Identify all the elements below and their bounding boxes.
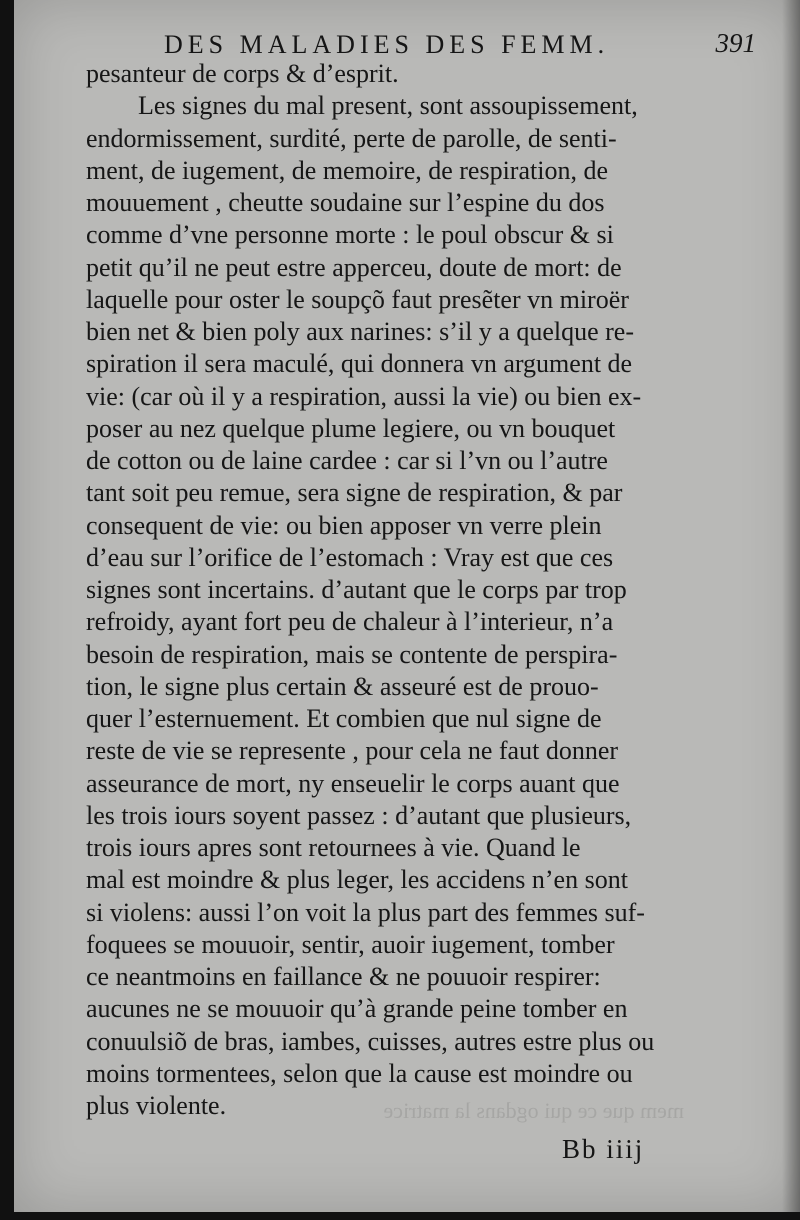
text-line: bien net & bien poly aux narines: s’il y a quelque re- <box>86 317 635 346</box>
gutter-shadow <box>782 0 800 1212</box>
body-text <box>86 58 766 1122</box>
text-line: ment, de iugement, de memoire, de respiration, de <box>86 155 608 185</box>
text-line: laquelle pour oster le soupçõ faut presẽter vn miroër <box>86 284 629 314</box>
text-line: pesanteur de corps & d’esprit. <box>86 59 399 88</box>
text-line: conuulsiõ de bras, iambes, cuisses, autres estre plus ou <box>86 1026 655 1056</box>
text-line: de cotton ou de laine cardee : car si l’vn ou l’autre <box>86 446 608 475</box>
running-head: DES MALADIES DES FEMM. <box>164 30 610 59</box>
text-line: Les signes du mal present, sont assoupissement, <box>138 91 638 121</box>
text-line: moins tormentees, selon que la cause est moindre ou <box>86 1058 633 1088</box>
book-page <box>14 0 800 1212</box>
text-line: comme d’vne personne morte : le poul obscur & si <box>86 220 614 250</box>
text-line: tion, le signe plus certain & asseuré est de prouo- <box>86 671 599 701</box>
text-line: petit qu’il ne peut estre apperceu, doute de mort: de <box>86 252 622 282</box>
text-line: poser au nez quelque plume legiere, ou vn bouquet <box>86 413 616 443</box>
show-through-text: mem que ce qui ogdans la matrice <box>383 1098 684 1123</box>
text-line: mal est moindre & plus leger, les accidens n’en sont <box>86 865 628 895</box>
text-line: plus violente. <box>86 1091 227 1120</box>
text-line: asseurance de mort, ny enseuelir le corps auant que <box>86 768 620 798</box>
text-line: ce neantmoins en faillance & ne pouuoir respirer: <box>86 962 601 991</box>
text-line: vie: (car où il y a respiration, aussi la vie) ou bien ex- <box>86 381 642 411</box>
text-line: trois iours apres sont retournees à vie. Quand le <box>86 833 581 862</box>
text-line: d’eau sur l’orifice de l’estomach : Vray est que ces <box>86 542 614 572</box>
text-line: spiration il sera maculé, qui donnera vn argument de <box>86 349 633 379</box>
text-line: consequent de vie: ou bien apposer vn verre plein <box>86 510 602 540</box>
text-line: reste de vie se represente , pour cela ne faut donner <box>86 736 619 766</box>
text-line: endormissement, surdité, perte de parolle, de senti- <box>86 123 617 153</box>
signature-mark: Bb iiij <box>562 1134 645 1164</box>
text-line: aucunes ne se mouuoir qu’à grande peine tomber en <box>86 994 628 1024</box>
text-line: foquees se mouuoir, sentir, auoir iugement, tomber <box>86 929 615 959</box>
text-line: les trois iours soyent passez : d’autant que plusieurs, <box>86 800 632 830</box>
page-number: 391 <box>715 28 756 58</box>
text-line: signes sont incertains. d’autant que le corps par trop <box>86 575 627 604</box>
text-line: quer l’esternuement. Et combien que nul signe de <box>86 704 602 733</box>
text-line: tant soit peu remue, sera signe de respiration, & par <box>86 478 623 508</box>
text-line: si violens: aussi l’on voit la plus part des femmes suf- <box>86 897 645 927</box>
text-line: besoin de respiration, mais se contente de perspira- <box>86 639 618 669</box>
text-line: mouuement , cheutte soudaine sur l’espine du dos <box>86 188 605 217</box>
text-line: refroidy, ayant fort peu de chaleur à l’interieur, n’a <box>86 607 614 637</box>
